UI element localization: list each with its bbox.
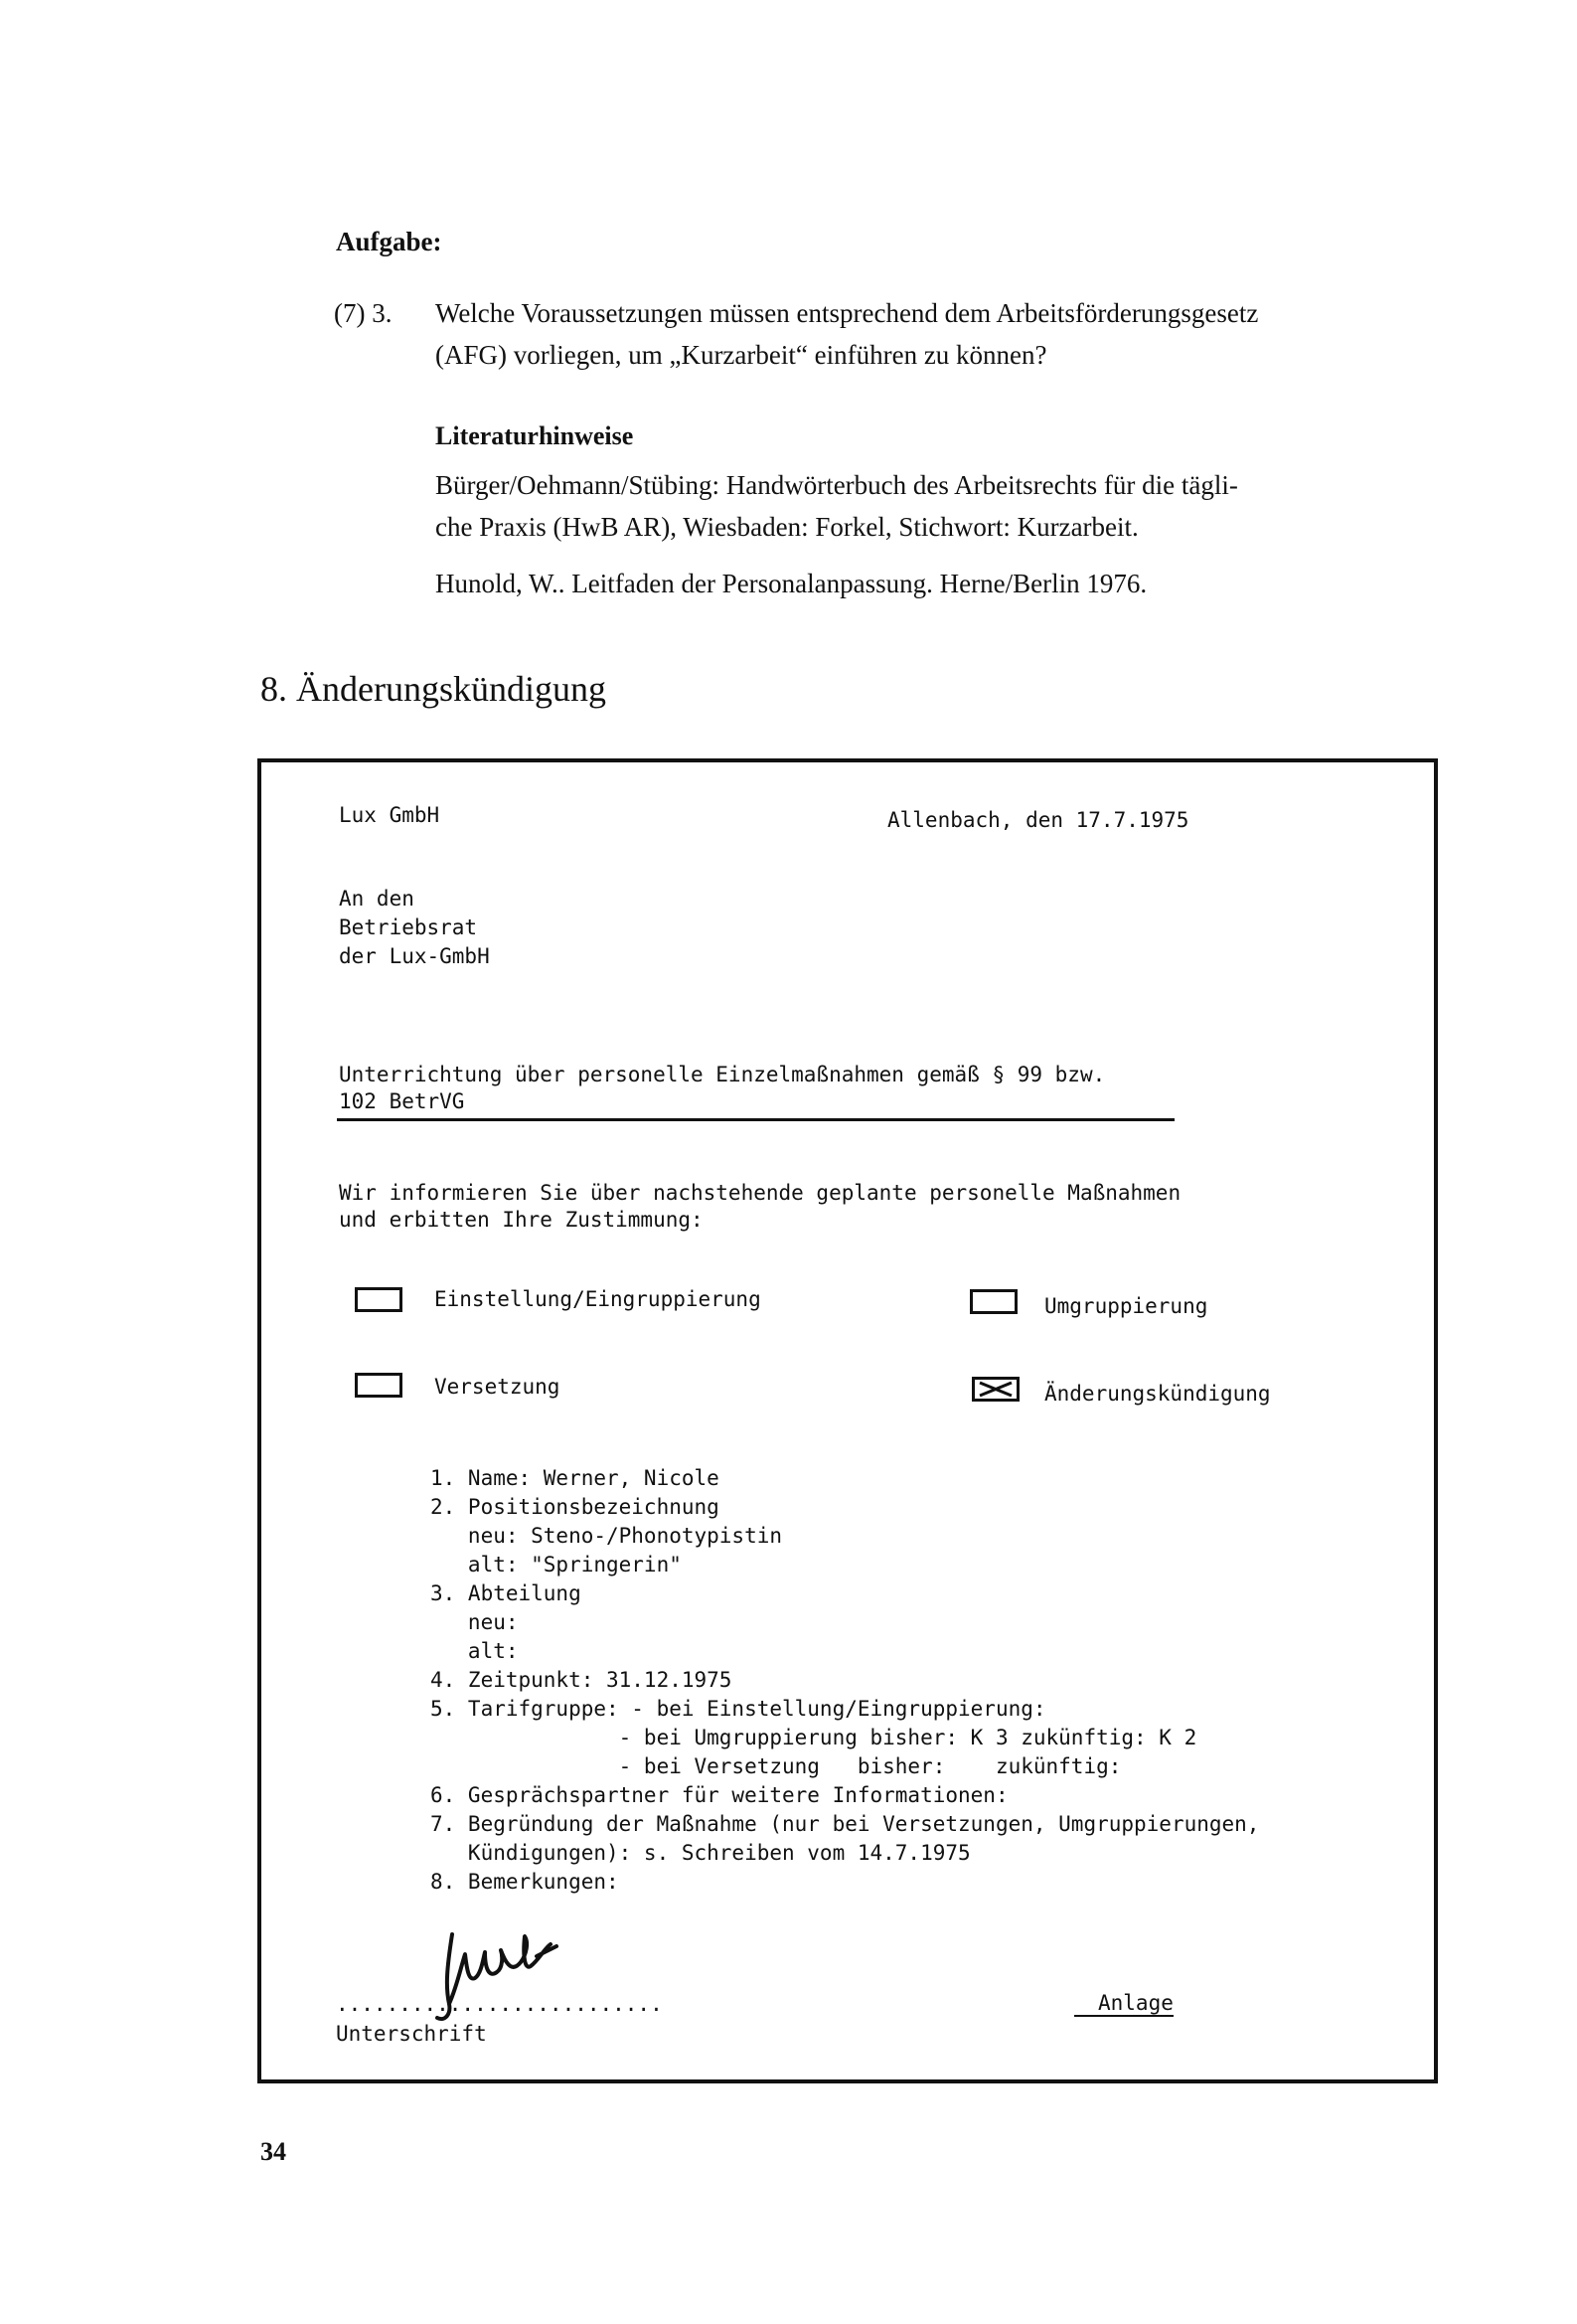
detail-line-10: - bei Umgruppierung bisher: K 3 zukünftig: K 2 <box>430 1726 1197 1749</box>
form-recipient-line-1: An den <box>339 887 414 911</box>
section-title: 8. Änderungskündigung <box>260 669 606 709</box>
detail-line-11: - bei Versetzung bisher: zukünftig: <box>430 1754 1122 1778</box>
label-aenderungskuendigung: Änderungskündigung <box>1044 1382 1271 1406</box>
checkmark-x-icon <box>975 1380 1017 1399</box>
detail-line-1: 1. Name: Werner, Nicole <box>430 1466 719 1490</box>
form-subject-line-1: Unterrichtung über personelle Einzelmaßnahmen gemäß § 99 bzw. <box>339 1063 1106 1086</box>
task-question-line-1: Welche Voraussetzungen müssen entsprechend dem Arbeitsförderungsgesetz <box>435 298 1259 328</box>
page-number: 34 <box>260 2137 286 2166</box>
label-versetzung: Versetzung <box>434 1375 560 1399</box>
form-sender: Lux GmbH <box>339 803 440 827</box>
detail-line-6: neu: <box>430 1610 519 1634</box>
form-intro-line-2: und erbitten Ihre Zustimmung: <box>339 1208 704 1232</box>
detail-line-9: 5. Tarifgruppe: - bei Einstellung/Eingruppierung: <box>430 1697 1046 1721</box>
checkbox-umgruppierung[interactable] <box>970 1289 1018 1314</box>
form-recipient-line-3: der Lux-GmbH <box>339 944 490 968</box>
task-number: (7) 3. <box>334 298 393 328</box>
detail-line-3: neu: Steno-/Phonotypistin <box>430 1524 783 1548</box>
detail-line-4: alt: "Springerin" <box>430 1553 682 1577</box>
label-umgruppierung: Umgruppierung <box>1044 1294 1208 1318</box>
detail-line-5: 3. Abteilung <box>430 1581 581 1605</box>
signature-label: Unterschrift <box>336 2022 487 2046</box>
literature-reference-1-line-2: che Praxis (HwB AR), Wiesbaden: Forkel, Stichwort: Kurzarbeit. <box>435 512 1139 542</box>
aufgabe-heading: Aufgabe: <box>336 227 442 256</box>
anlage-label: Anlage <box>1098 1991 1174 2015</box>
checkbox-versetzung[interactable] <box>355 1373 402 1398</box>
literature-reference-1-line-1: Bürger/Oehmann/Stübing: Handwörterbuch des Arbeitsrechts für die tägli- <box>435 470 1238 500</box>
label-einstellung: Einstellung/Eingruppierung <box>434 1287 761 1311</box>
literature-heading: Literaturhinweise <box>435 421 634 450</box>
detail-line-7: alt: <box>430 1639 519 1663</box>
anlage-underline <box>1074 2015 1174 2017</box>
detail-line-12: 6. Gesprächspartner für weitere Informationen: <box>430 1783 1009 1807</box>
detail-line-14: Kündigungen): s. Schreiben vom 14.7.1975 <box>430 1841 971 1865</box>
checkbox-aenderungskuendigung[interactable] <box>972 1377 1020 1402</box>
subject-underline <box>337 1118 1175 1121</box>
detail-line-13: 7. Begründung der Maßnahme (nur bei Versetzungen, Umgruppierungen, <box>430 1812 1260 1836</box>
form-place-date: Allenbach, den 17.7.1975 <box>887 808 1189 832</box>
literature-reference-2: Hunold, W.. Leitfaden der Personalanpassung. Herne/Berlin 1976. <box>435 569 1148 598</box>
checkbox-einstellung[interactable] <box>355 1287 402 1312</box>
form-recipient-line-2: Betriebsrat <box>339 915 478 939</box>
form-subject-line-2: 102 BetrVG <box>339 1089 465 1113</box>
detail-line-15: 8. Bemerkungen: <box>430 1870 619 1894</box>
form-intro-line-1: Wir informieren Sie über nachstehende geplante personelle Maßnahmen <box>339 1181 1182 1205</box>
signature-dots: .......................... <box>336 1992 663 2016</box>
detail-line-2: 2. Positionsbezeichnung <box>430 1495 719 1519</box>
task-question-line-2: (AFG) vorliegen, um „Kurzarbeit“ einführen zu können? <box>435 340 1047 370</box>
detail-line-8: 4. Zeitpunkt: 31.12.1975 <box>430 1668 732 1692</box>
